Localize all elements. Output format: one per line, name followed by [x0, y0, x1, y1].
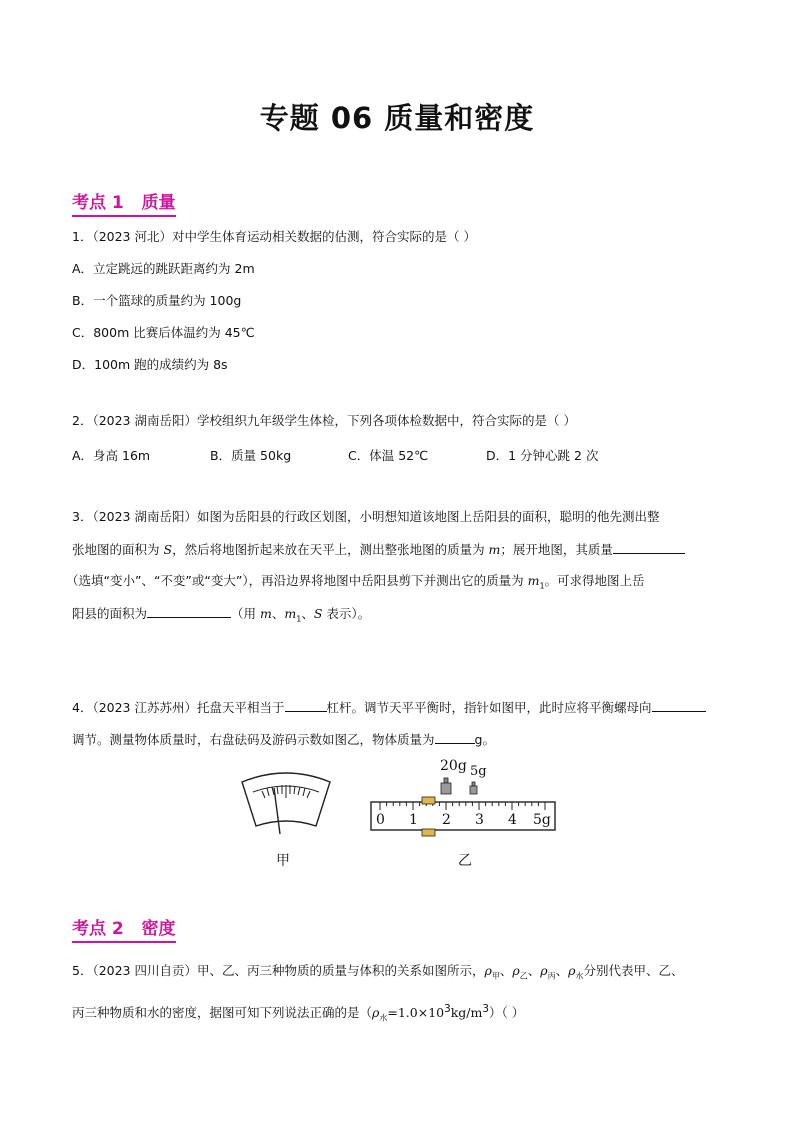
q2-stem: 2．（2023 湖南岳阳）学校组织九年级学生体检，下列各项体检数据中，符合实际的是（ ） — [72, 413, 576, 428]
page-title: 专题 06 质量和密度 — [259, 101, 535, 135]
q3-text: 阳县的面积为 — [72, 606, 148, 621]
q1-option-b: B．一个篮球的质量约为 100g — [72, 293, 242, 308]
rho-symbol: ρ — [540, 963, 548, 978]
q3-text: 表示）。 — [322, 606, 371, 621]
separator: 、 — [527, 963, 541, 978]
q4-answer-blank-3[interactable] — [435, 730, 475, 744]
rho-symbol: ρ — [568, 963, 576, 978]
scale-tick-3: 3 — [475, 812, 484, 828]
q5-line-2 — [72, 1000, 524, 1028]
scale-tick-5g: 5g — [533, 812, 551, 828]
separator: 、 — [301, 606, 314, 621]
weight-label-20g: 20g — [440, 758, 467, 774]
figure-label-yi: 乙 — [458, 853, 472, 869]
q5-text: 分别代表甲、乙、 — [583, 963, 684, 978]
q5-line-1 — [72, 962, 684, 986]
var-S: S — [313, 606, 323, 621]
rider-scale-figure — [370, 796, 556, 838]
figure-label-jia: 甲 — [276, 853, 290, 869]
q2-option-a: A．身高 16m — [72, 448, 151, 463]
q1-option-d: D．100m 跑的成绩约为 8s — [72, 357, 228, 372]
subscript: 乙 — [519, 971, 528, 981]
q4-text: 调节。测量物体质量时，右盘砝码及游码示数如图乙，物体质量为 — [72, 732, 435, 747]
q5-text: ）（ ） — [489, 1005, 525, 1021]
q3-text: ；展开地图，其质量 — [500, 542, 613, 557]
q3-line-2 — [72, 540, 685, 559]
var-S: S — [163, 542, 173, 557]
q4-answer-blank-1[interactable] — [285, 698, 327, 712]
separator: 、 — [499, 963, 513, 978]
subscript: 丙 — [547, 971, 556, 981]
q2-option-c: C．体温 52℃ — [348, 448, 429, 463]
section-heading-density: 考点 2 密度 — [72, 914, 176, 943]
q3-text: 。可求得地图上岳 — [544, 573, 645, 588]
q3-answer-blank-1[interactable] — [613, 540, 685, 554]
superscript: 3 — [444, 1003, 451, 1015]
subscript: 1 — [296, 614, 302, 624]
scale-tick-1: 1 — [409, 812, 418, 828]
weights-figure — [440, 776, 490, 796]
subscript: 水 — [379, 1013, 388, 1023]
var-m1: m — [284, 606, 297, 621]
scale-tick-0: 0 — [376, 812, 385, 828]
density-unit: kg/m — [450, 1005, 483, 1021]
scale-tick-2: 2 — [442, 812, 451, 828]
q1-option-c: C．800m 比赛后体温约为 45℃ — [72, 325, 255, 340]
var-m: m — [488, 542, 501, 557]
separator: 、 — [271, 606, 285, 621]
var-m: m — [260, 606, 272, 621]
q4-line-1 — [72, 698, 706, 717]
q3-line-1: 3．（2023 湖南岳阳）如图为岳阳县的行政区划图，小明想知道该地图上岳阳县的面积，聪明的他先测出整 — [72, 509, 660, 524]
q4-text: g。 — [474, 732, 495, 747]
q3-line-3 — [66, 572, 645, 596]
section-heading-mass: 考点 1 质量 — [72, 188, 176, 217]
superscript: 3 — [482, 1003, 489, 1015]
density-value: =1.0×10 — [387, 1005, 445, 1021]
rho-symbol: ρ — [484, 963, 492, 978]
scale-tick-4: 4 — [508, 812, 517, 828]
subscript: 甲 — [491, 971, 500, 981]
q3-text: （用 — [231, 606, 260, 621]
balance-pointer-figure — [236, 768, 336, 846]
q3-answer-blank-2[interactable] — [147, 604, 231, 618]
separator: 、 — [555, 963, 569, 978]
q5-text: 丙三种物质和水的密度，据图可知下列说法正确的是（ — [72, 1005, 373, 1021]
var-m1: m — [527, 573, 540, 588]
subscript: 1 — [539, 581, 545, 591]
q1-option-a: A．立定跳远的跳跃距离约为 2m — [72, 261, 255, 276]
q2-option-d: D．1 分钟心跳 2 次 — [486, 448, 599, 463]
weight-label-5g: 5g — [470, 764, 487, 779]
rho-symbol: ρ — [372, 1005, 380, 1021]
q3-text: （选填“变小”、“不变”或“变大”），再沿边界将地图中岳阳县剪下并测出它的质量为 — [66, 573, 528, 588]
q4-line-2 — [72, 730, 495, 749]
q3-text: 张地图的面积为 — [72, 542, 164, 557]
subscript: 水 — [575, 971, 584, 981]
rho-symbol: ρ — [512, 963, 520, 978]
q4-text: 4．（2023 江苏苏州）托盘天平相当于 — [72, 700, 285, 715]
q3-line-4 — [72, 604, 370, 629]
q3-text: ，然后将地图折起来放在天平上，测出整张地图的质量为 — [172, 542, 489, 557]
q4-answer-blank-2[interactable] — [652, 698, 706, 712]
q2-option-b: B．质量 50kg — [210, 448, 292, 463]
q5-text: 5．（2023 四川自贡）甲、乙、丙三种物质的质量与体积的关系如图所示， — [72, 963, 485, 978]
q4-text: 杠杆。调节天平平衡时，指针如图甲，此时应将平衡螺母向 — [326, 700, 652, 715]
q1-stem: 1．（2023 河北）对中学生体育运动相关数据的估测，符合实际的是（ ） — [72, 229, 476, 244]
